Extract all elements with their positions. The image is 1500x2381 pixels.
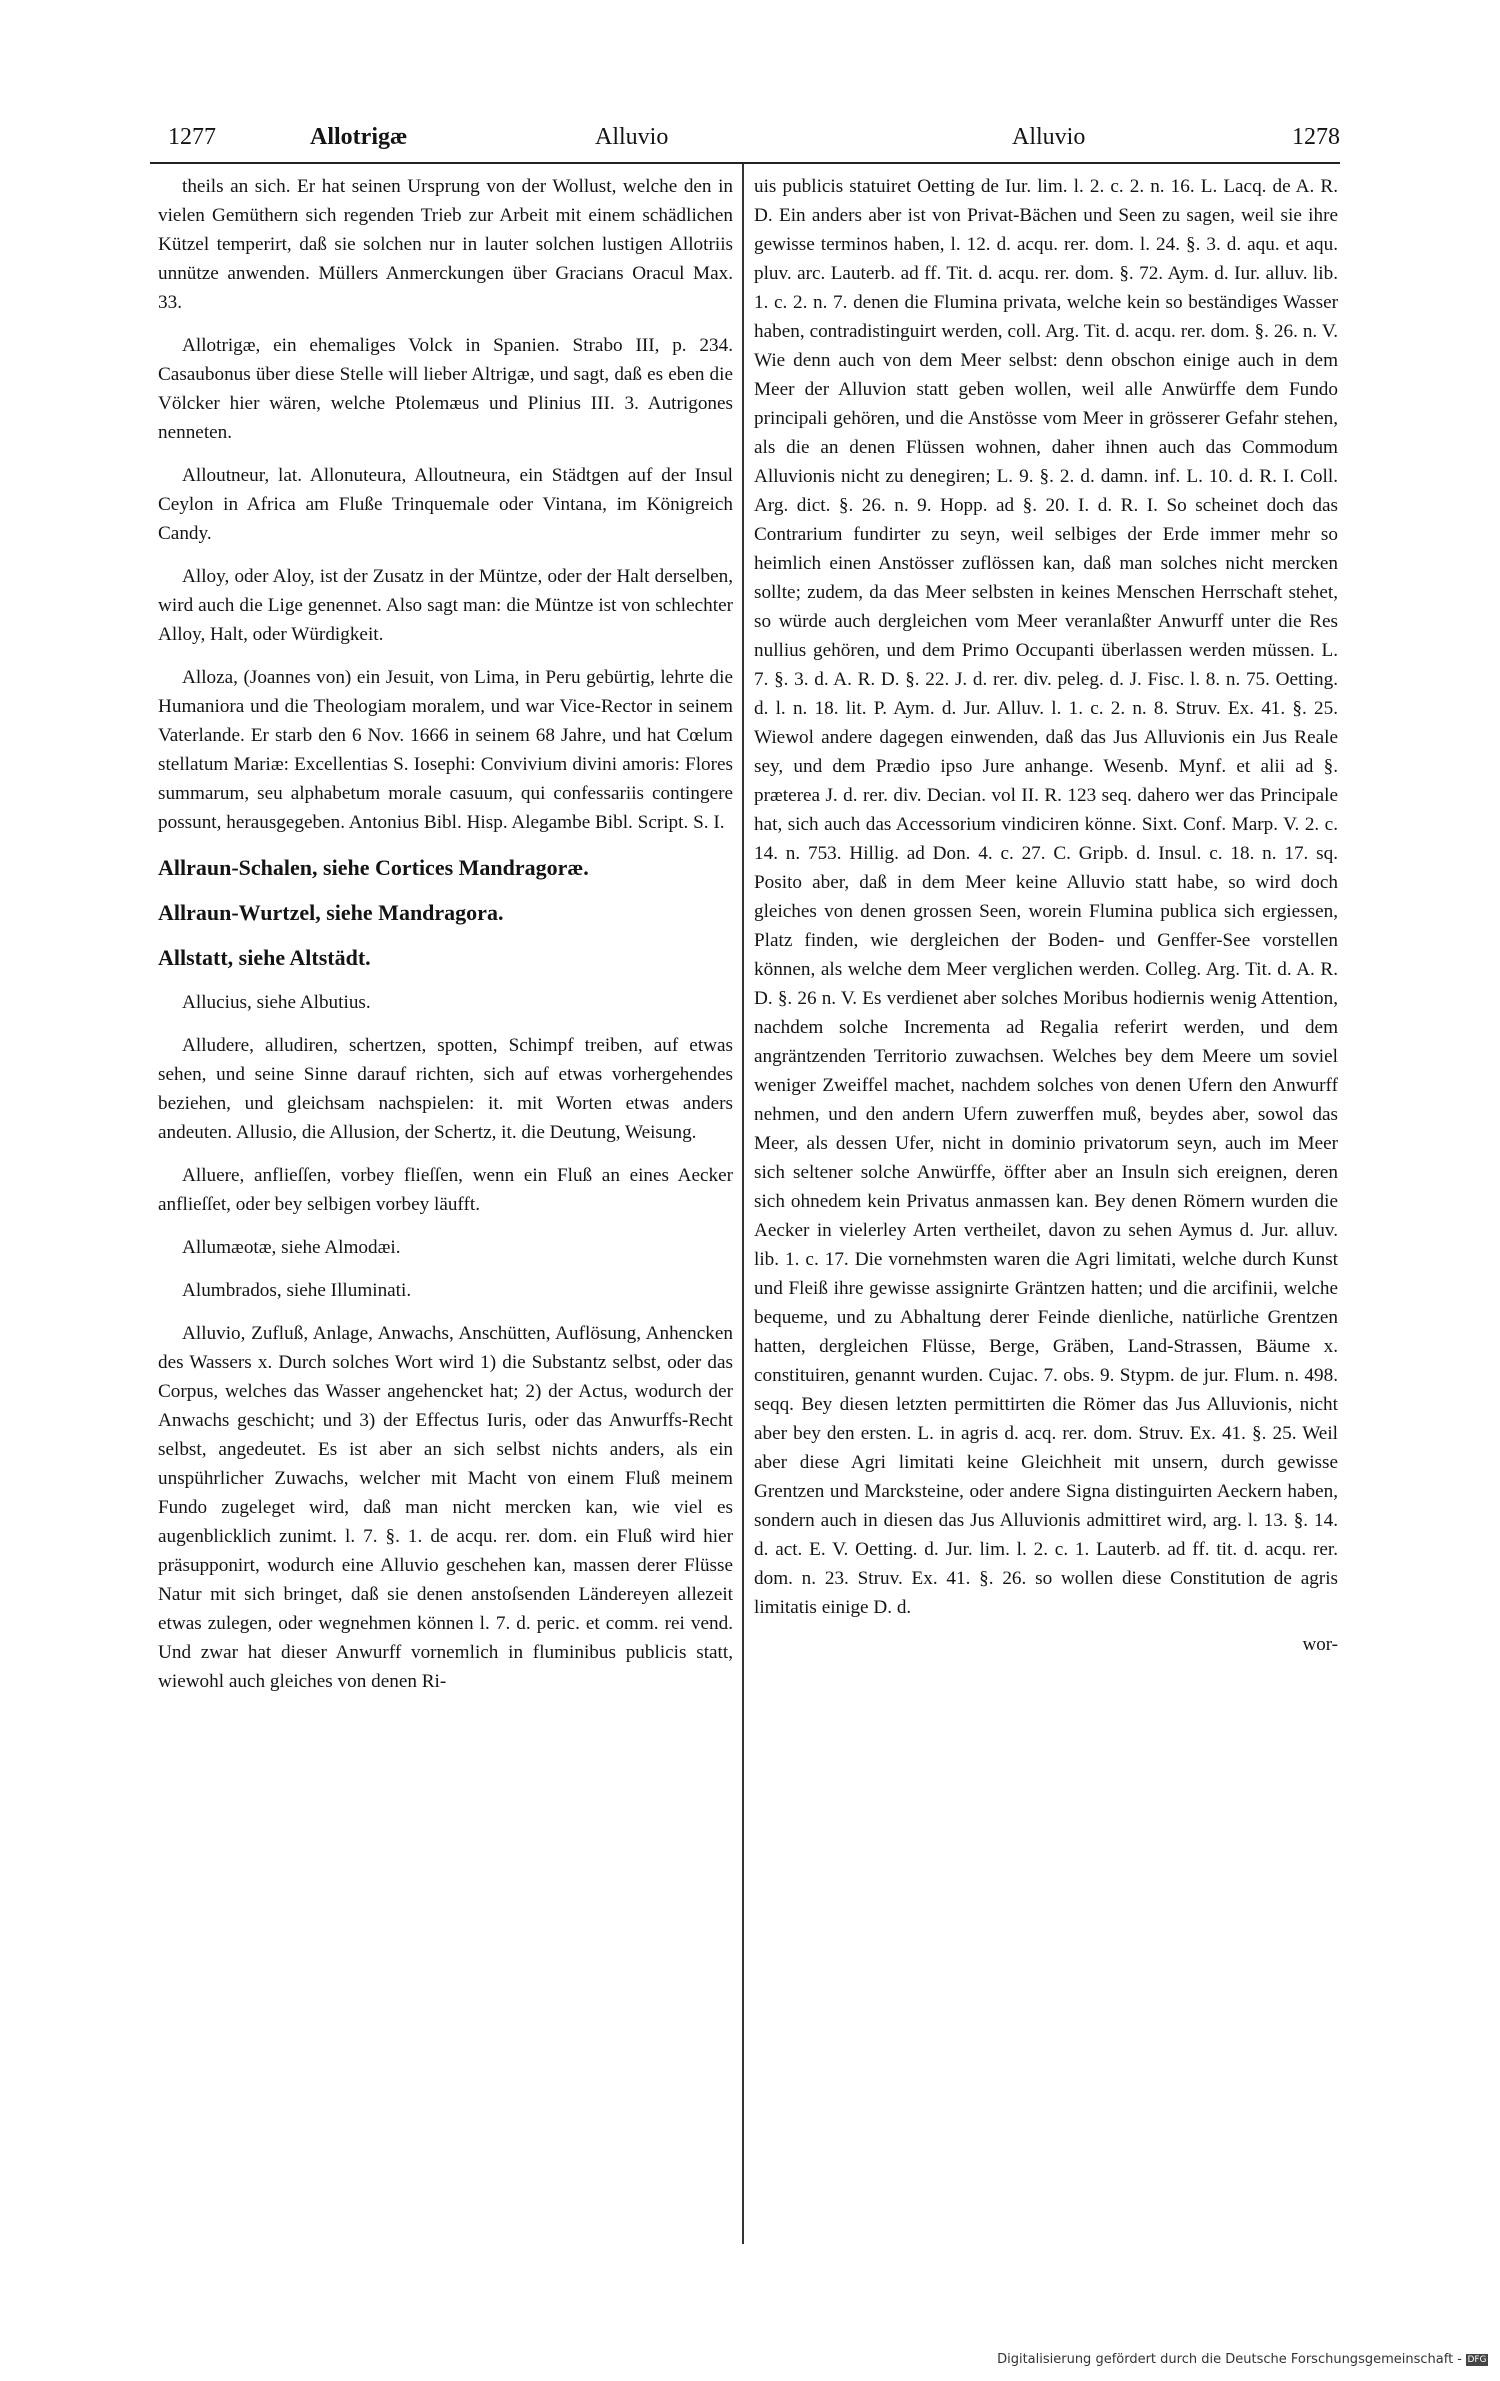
dictionary-entry: Alumbrados, siehe Illuminati.: [182, 1280, 412, 1301]
dictionary-entry: Alloy, oder Aloy, ist der Zusatz in der Müntze, oder der Halt derselben, wird auch die Lige genennet. Also sagt man: die Müntze ist von schlechter Alloy, Halt, oder Würdigkeit.: [158, 566, 733, 645]
lemma-entry: Allraun-Schalen, siehe Cortices Mandragoræ.: [158, 855, 589, 880]
dictionary-entry: Alluere, anflieſſen, vorbey flieſſen, wenn ein Fluß an eines Aecker anflieſſet, oder bey selbigen vorbey läufft.: [158, 1165, 733, 1215]
dictionary-entry: Alloza, (Joannes von) ein Jesuit, von Lima, in Peru gebürtig, lehrte die Humaniora und die Theologiam moralem, und war Vice-Rector in seinem Vaterlande. Er starb den 6 Nov. 1666 in seinem 68 Jahre, und hat Cœlum stellatum Mariæ: Excellentias S. Iosephi: Convivium divini amoris: Flores summarum, seu alphabetum morale casuum, qui confessariis contingere possunt, herausgegeben. Antonius Bibl. Hisp. Alegambe Bibl. Script. S. I.: [158, 667, 733, 833]
dfg-logo: DFG: [1467, 2354, 1487, 2365]
digitization-footer: [997, 2352, 1488, 2367]
catchword: wor-: [1302, 1634, 1338, 1655]
header-lemma-left-2: Alluvio: [595, 124, 669, 150]
dictionary-entry: Alluvio, Zufluß, Anlage, Anwachs, Anschütten, Auflösung, Anhencken des Wassers x. Durch solches Wort wird 1) die Substantz selbst, oder das Corpus, welches das Wasser angehencket hat; 2) der Actus, wodurch der Anwachs geschicht; und 3) der Effectus Iuris, oder das Anwurffs-Recht selbst, angedeutet. Es ist aber an sich selbst nichts anders, als ein unspührlicher Zuwachs, welcher mit Macht von einem Fluß meinem Fundo zugeleget wird, daß man nicht mercken kan, wie viel es augenblicklich zunimt. l. 7. §. 1. de acqu. rer. dom. ein Fluß wird hier präsupponirt, wodurch eine Alluvio geschehen kan, massen derer Flüsse Natur mit sich bringet, daß sie denen anstoſsenden Ländereyen allezeit etwas zulegen, oder wegnehmen können l. 7. d. peric. et comm. rei vend. Und zwar hat dieser Anwurff vornemlich in fluminibus publicis statt, wiewohl auch gleiches von denen Ri-: [158, 1323, 733, 1692]
column-divider: [742, 164, 744, 2244]
dictionary-entry: Allucius, siehe Albutius.: [182, 992, 371, 1013]
right-column: [754, 172, 1338, 1659]
page-number-right: 1278: [1292, 124, 1340, 150]
header-lemma-right: Alluvio: [1012, 124, 1086, 150]
footer-text: Digitalisierung gefördert durch die Deutsche Forschungsgemeinschaft -: [997, 2352, 1462, 2367]
header-lemma-left-1: Allotrigæ: [310, 124, 408, 150]
page-number-left: 1277: [168, 124, 216, 150]
dictionary-entry: theils an sich. Er hat seinen Ursprung von der Wollust, welche den in vielen Gemüthern sich regenden Trieb zur Arbeit mit einem schädlichen Kützel temperirt, daß sie solchen nur in lauter solchen lustigen Allotriis unnütze anwenden. Müllers Anmerckungen über Gracians Oracul Max. 33.: [158, 176, 733, 313]
lemma-entry: Allraun-Wurtzel, siehe Mandragora.: [158, 900, 504, 925]
header-rule: [150, 162, 1340, 164]
left-column: [158, 172, 733, 1710]
dictionary-entry: uis publicis statuiret Oetting de Iur. lim. l. 2. c. 2. n. 16. L. Lacq. de A. R. D. Ein anders aber ist von Privat-Bächen und Seen zu sagen, weil sie ihre gewisse terminos haben, l. 12. d. acqu. rer. dom. l. 24. §. 3. d. aqu. et aqu. pluv. arc. Lauterb. ad ff. Tit. d. acqu. rer. dom. §. 72. Aym. d. Iur. alluv. lib. 1. c. 2. n. 7. denen die Flumina privata, welche kein so beständiges Wasser haben, contradistinguirt werden, coll. Arg. Tit. d. acqu. rer. dom. §. 26. n. V. Wie denn auch von dem Meer selbst: denn obschon einige auch in dem Meer der Alluvion statt geben wollen, weil alle Anwürffe dem Fundo principali gehören, und die Anstösse vom Meer in grösserer Gefahr stehen, als die an denen Flüssen wohnen, daher ihnen auch das Commodum Alluvionis nicht zu denegiren; L. 9. §. 2. d. damn. inf. L. 10. d. R. I. Coll. Arg. dict. §. 26. n. 9. Hopp. ad §. 20. I. d. R. I. So scheinet doch das Contrarium fundirter zu seyn, weil selbiges der Erde immer mehr so heimlich einen Anstösser zuflössen kan, daß man solches nicht mercken sollte; zudem, da das Meer selbsten in keines Menschen Herrschaft stehet, so würde auch dergleichen vom Meer veranlaßter Anwurff unter die Res nullius gehören, und dem Primo Occupanti überlassen werden müssen. L. 7. §. 3. d. A. R. D. §. 22. J. d. rer. div. peleg. d. J. Fisc. l. 8. n. 75. Oetting. d. l. n. 18. lit. P. Aym. d. Jur. Alluv. l. 1. c. 2. n. 8. Struv. Ex. 41. §. 25. Wiewol andere dagegen einwenden, daß das Jus Alluvionis ein Jus Reale sey, und dem Prædio ipso Jure anhange. Wesenb. Mynf. et alii ad §. præterea J. d. rer. div. Decian. vol II. R. 123 seq. dahero wer das Principale hat, sich auch das Accessorium vindiciren könne. Sixt. Conf. Marp. V. 2. c. 14. n. 753. Hillig. ad Don. 4. c. 27. C. Gripb. d. Insul. c. 18. n. 17. sq. Posito aber, daß in dem Meer keine Alluvio statt habe, so wird doch gleiches von denen grossen Seen, worein Flumina publica sich ergiessen, Platz finden, wie dergleichen der Boden- und Genffer-See vorstellen können, als welche dem Meer verglichen werden. Colleg. Arg. Tit. d. A. R. D. §. 26 n. V. Es verdienet aber solches Moribus hodiernis wenig Attention, nachdem solche Incrementa ad Regalia referirt werden, und dem angräntzenden Territorio zuwachsen. Welches bey dem Meere um soviel weniger Zweiffel machet, nachdem solches von denen Ufern den Anwurff nehmen, und den andern Ufern zuwerffen muß, beydes aber, sowol das Meer, als dessen Ufer, nicht in dominio privatorum seyn, auch im Meer sich seltener solche Anwürffe, öffter aber an Insuln sich ereignen, deren sich ohnedem kein Privatus anmassen kan. Bey denen Römern wurden die Aecker in vielerley Arten vertheilet, davon zu sehen Aymus d. Jur. alluv. lib. 1. c. 17. Die vornehmsten waren die Agri limitati, welche durch Kunst und Fleiß ihre gewisse assignirte Gräntzen hatten; und die arcifinii, welche bequeme, und zu Abhaltung derer Feinde dienliche, natürliche Grentzen hatten, dergleichen Flüsse, Berge, Gräben, Land-Strassen, Bäume x. constituiren, genannt wurden. Cujac. 7. obs. 9. Stypm. de jur. Flum. n. 498. seqq. Bey diesen letzten permittirten die Römer das Jus Alluvionis, nicht aber bey den ersten. L. in agris d. acq. rer. dom. Struv. Ex. 41. §. 25. Weil aber diese Agri limitati keine Gleichheit mit unsern, durch gewisse Grentzen und Marcksteine, oder andere Signa distinguirten Aeckern haben, sondern auch in diesen das Jus Alluvionis admittiret wird, arg. l. 13. §. 14. d. act. E. V. Oetting. d. Jur. lim. l. 2. c. 1. Lauterb. ad ff. tit. d. acqu. rer. dom. n. 23. Struv. Ex. 41. §. 26. so wollen diese Constitution de agris limitatis einige D. d.: [754, 176, 1338, 1618]
running-header: [150, 110, 1340, 170]
dictionary-entry: Allumæotæ, siehe Almodæi.: [182, 1237, 401, 1258]
dictionary-entry: Alludere, alludiren, schertzen, spotten, Schimpf treiben, auf etwas sehen, und seine Sinne darauf richten, sich auf etwas vorhergehendes beziehen, und gleichsam nachspielen: it. mit Worten etwas anders andeuten. Allusio, die Allusion, der Schertz, it. die Deutung, Weisung.: [158, 1035, 733, 1143]
book-page: [150, 110, 1340, 2310]
dictionary-entry: Allotrigæ, ein ehemaliges Volck in Spanien. Strabo III, p. 234. Casaubonus über diese Stelle will lieber Altrigæ, und sagt, daß es eben die Völcker hier wären, welche Ptolemæus und Plinius III. 3. Autrigones nenneten.: [158, 335, 733, 443]
lemma-entry: Allstatt, siehe Altstädt.: [158, 945, 371, 970]
dictionary-entry: Alloutneur, lat. Allonuteura, Alloutneura, ein Städtgen auf der Insul Ceylon in Africa am Fluße Trinquemale oder Vintana, im Königreich Candy.: [158, 465, 733, 544]
